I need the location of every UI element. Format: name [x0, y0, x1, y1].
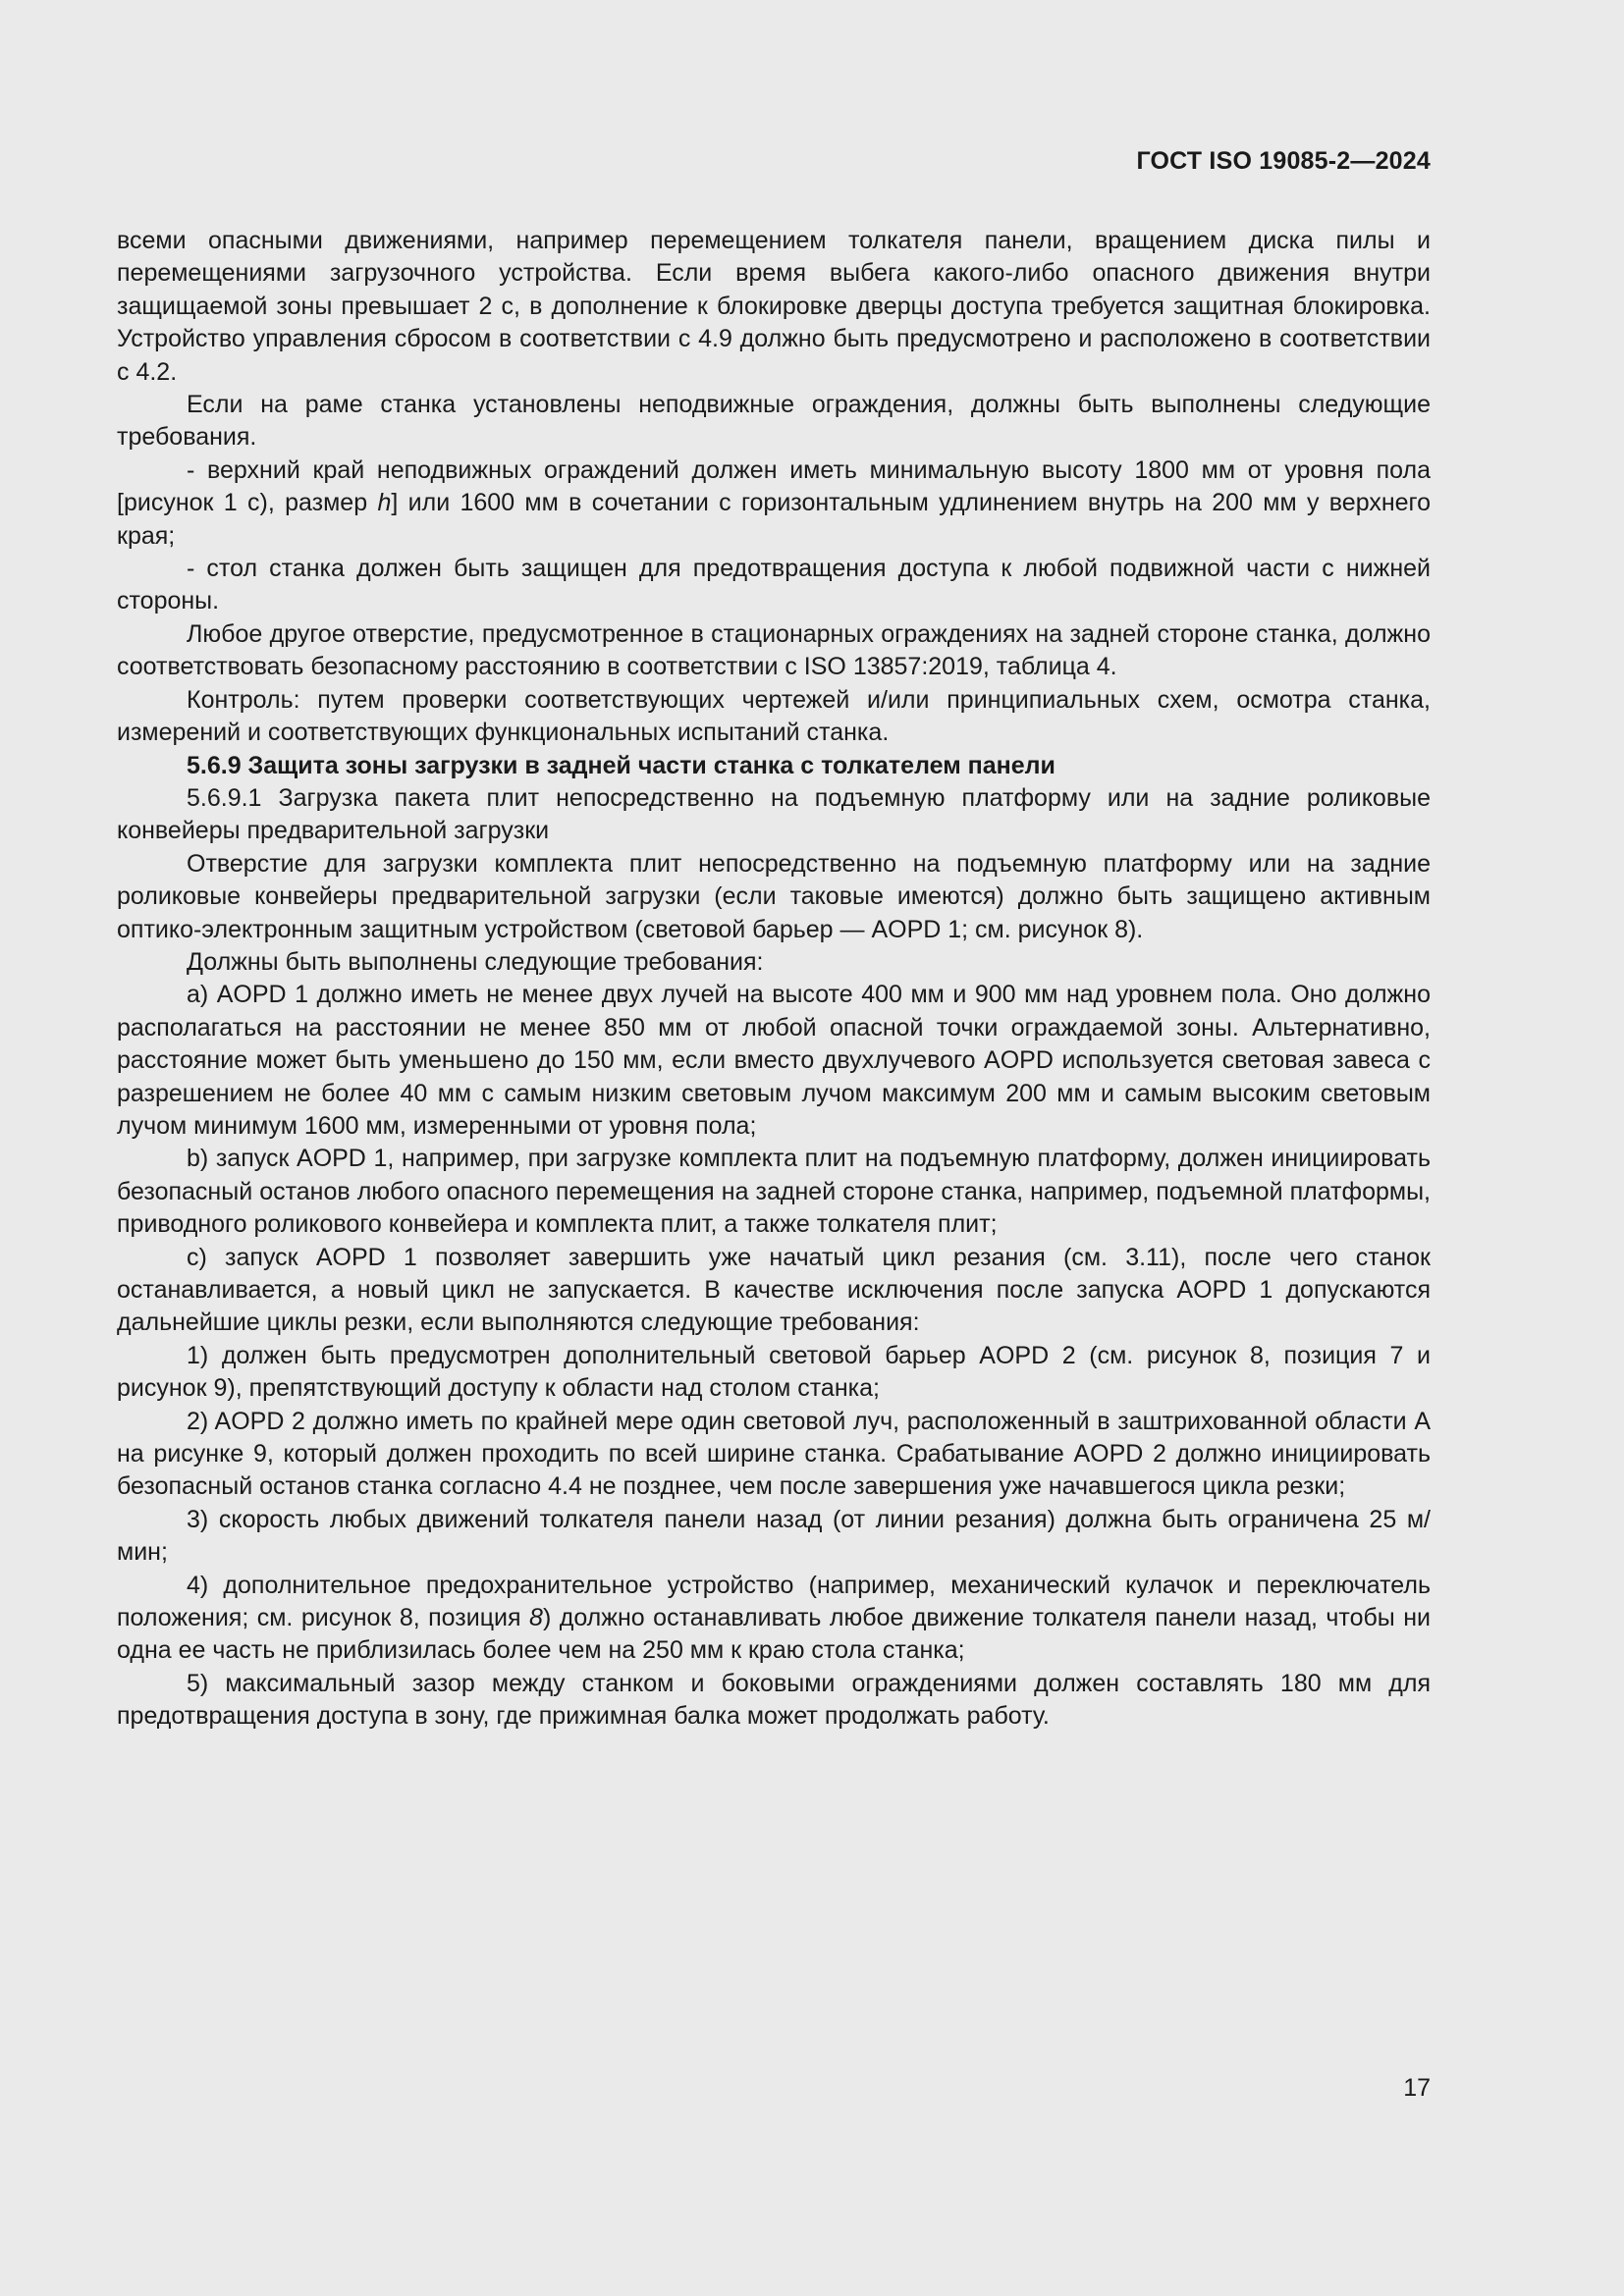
list-item: 1) должен быть предусмотрен дополнительный световой барьер AOPD 2 (см. рисунок 8, позиция 7 и рисунок 9), препятствующий доступу к области над столом станка; [117, 1341, 1431, 1403]
paragraph-text: 4) дополнительное предохранительное устройство (например, механический кулачок и переключатель положения; см. рисунок 8, позиция [117, 1571, 1431, 1632]
paragraph: Любое другое отверстие, предусмотренное в стационарных ограждениях на задней стороне станка, должно соответствовать безопасному расстоянию в соответствии с ISO 13857:2019, таблица 4. [117, 619, 1431, 681]
page-number: 17 [1403, 2074, 1431, 2102]
italic-symbol: 8 [529, 1604, 543, 1632]
paragraph: Должны быть выполнены следующие требования: [187, 947, 764, 976]
section-heading: 5.6.9 Защита зоны загрузки в задней части станка с толкателем панели [187, 751, 1056, 779]
list-item: 3) скорость любых движений толкателя панели назад (от линии резания) должна быть ограничена 25 м/мин; [117, 1505, 1431, 1567]
paragraph-text: ) должно останавливать любое движение толкателя панели назад, чтобы ни одна ее часть не приблизилась более чем на 250 мм к краю стола станка; [117, 1604, 1432, 1665]
subsection-heading: 5.6.9.1 Загрузка пакета плит непосредственно на подъемную платформу или на задние роликовые конвейеры предварительной загрузки [117, 783, 1431, 845]
list-item: 2) AOPD 2 должно иметь по крайней мере один световой луч, расположенный в заштрихованной области А на рисунке 9, который должен проходить по всей ширине станка. Срабатывание AOPD 2 должно инициировать безопасный останов станка согласно 4.4 не позднее, чем после завершения уже начавшегося цикла резки; [117, 1407, 1431, 1501]
paragraph: Отверстие для загрузки комплекта плит непосредственно на подъемную платформу или на задние роликовые конвейеры предварительной загрузки (если таковые имеются) должно быть защищено активным оптико-электронным защитным устройством (световой барьер — AOPD 1; см. рисунок 8). [117, 849, 1431, 943]
list-item: b) запуск AOPD 1, например, при загрузке комплекта плит на подъемную платформу, должен инициировать безопасный останов любого опасного перемещения на задней стороне станка, например, подъемной платформы, приводного роликового конвейера и комплекта плит, а также толкателя плит; [117, 1145, 1431, 1239]
paragraph-text: - верхний край неподвижных ограждений должен иметь минимальную высоту 1800 мм от уровня пола [рисунок 1 с), размер [117, 455, 1431, 517]
list-item: c) запуск AOPD 1 позволяет завершить уже начатый цикл резания (см. 3.11), после чего станок останавливается, а новый цикл не запускается. В качестве исключения после запуска AOPD 1 допускаются дальнейшие циклы резки, если выполняются следующие требования: [117, 1243, 1431, 1337]
document-header: ГОСТ ISO 19085-2—2024 [1136, 147, 1431, 175]
paragraph: всеми опасными движениями, например перемещением толкателя панели, вращением диска пилы и перемещениями загрузочного устройства. Если время выбега какого-либо опасного движения внутри защищаемой зоны превышает 2 с, в дополнение к блокировке дверцы доступа требуется защитная блокировка. Устройство управления сбросом в соответствии с 4.9 должно быть предусмотрено и расположено в соответствии с 4.2. [117, 227, 1431, 386]
list-item: 5) максимальный зазор между станком и боковыми ограждениями должен составлять 180 мм для предотвращения доступа в зону, где прижимная балка может продолжать работу. [117, 1669, 1431, 1731]
paragraph [117, 454, 1431, 553]
list-item: а) AOPD 1 должно иметь не менее двух лучей на высоте 400 мм и 900 мм над уровнем пола. Оно должно располагаться на расстоянии не менее 850 мм от любой опасной точки ограждаемой зоны. Альтернативно, расстояние может быть уменьшено до 150 мм, если вместо двухлучевого AOPD используется световая завеса с разрешением не более 40 мм с самым низким световым лучом максимум 200 мм и самым высоким световым лучом минимум 1600 мм, измеренными от уровня пола; [117, 981, 1431, 1140]
document-body [117, 225, 1431, 1734]
paragraph: Если на раме станка установлены неподвижные ограждения, должны быть выполнены следующие требования. [117, 391, 1431, 452]
paragraph-text: ] или 1600 мм в сочетании с горизонтальным удлинением внутрь на 200 мм у верхнего края; [117, 489, 1431, 550]
paragraph: - стол станка должен быть защищен для предотвращения доступа к любой подвижной части с нижней стороны. [117, 555, 1431, 615]
list-item [117, 1570, 1431, 1668]
paragraph: Контроль: путем проверки соответствующих чертежей и/или принципиальных схем, осмотра станка, измерений и соответствующих функциональных испытаний станка. [117, 685, 1431, 747]
italic-symbol: h [377, 489, 392, 517]
